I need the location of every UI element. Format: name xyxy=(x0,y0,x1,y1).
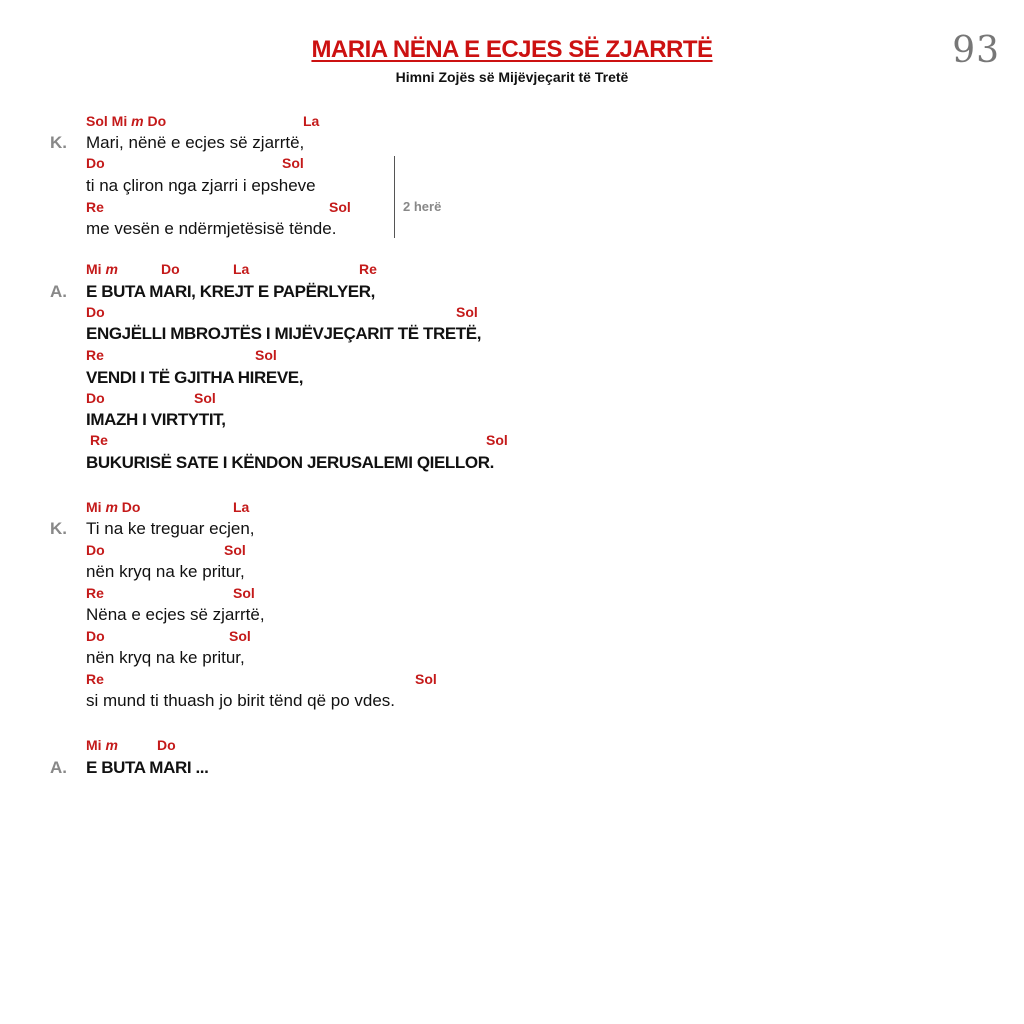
song-subtitle: Himni Zojës së Mijëvjeçarit të Tretë xyxy=(395,69,629,85)
lyric-line: si mund ti thuash jo birit tënd që po vdes. xyxy=(86,691,396,710)
lyric-line: ti na çliron nga zjarri i epsheve xyxy=(86,176,316,195)
lyric-line: nën kryq na ke pritur, xyxy=(86,648,245,667)
lyric-line: ENGJËLLI MBROJTËS I MIJËVJEÇARIT TË TRETË, xyxy=(86,324,482,343)
chord: Sol xyxy=(415,671,437,687)
chord: Sol xyxy=(233,585,255,601)
chord: Re xyxy=(90,432,108,448)
chord: Re xyxy=(86,347,104,363)
lyric-line: nën kryq na ke pritur, xyxy=(86,562,245,581)
chord: Re xyxy=(359,261,377,277)
chord: Do xyxy=(86,390,105,406)
lyric-line: IMAZH I VIRTYTIT, xyxy=(86,410,226,429)
chord: Re xyxy=(86,671,104,687)
lyric-line: BUKURISË SATE I KËNDON JERUSALEMI QIELLOR. xyxy=(86,453,494,472)
chord: Sol xyxy=(224,542,246,558)
chord: Re xyxy=(86,585,104,601)
lyric-line: me vesën e ndërmjetësisë tënde. xyxy=(86,219,337,238)
chord: La xyxy=(233,499,250,515)
chord: Mi m xyxy=(86,737,118,753)
chord: Do xyxy=(161,261,180,277)
chord: Sol xyxy=(456,304,478,320)
lyric-line: E BUTA MARI, KREJT E PAPËRLYER, xyxy=(86,282,375,301)
song-title: MARIA NËNA E ECJES SË ZJARRTË xyxy=(311,36,713,63)
lyric-line: Mari, nënë e ecjes së zjarrtë, xyxy=(86,133,305,152)
chord: Sol xyxy=(194,390,216,406)
repeat-bracket xyxy=(394,156,395,238)
chord: Do xyxy=(86,304,105,320)
chorus-marker: A. xyxy=(50,282,67,301)
lyric-line: Ti na ke treguar ecjen, xyxy=(86,519,255,538)
lyric-line: E BUTA MARI ... xyxy=(86,758,209,777)
chorus-marker: A. xyxy=(50,758,67,777)
chord: Sol Mi m Do xyxy=(86,113,167,129)
chord: Do xyxy=(86,542,105,558)
chord: Sol xyxy=(282,155,304,171)
verse-marker: K. xyxy=(50,519,67,538)
chord: Mi m Do xyxy=(86,499,141,515)
page-number: 93 xyxy=(952,30,1000,71)
chord: Do xyxy=(157,737,176,753)
chord: Mi m xyxy=(86,261,118,277)
repeat-note: 2 herë xyxy=(403,199,442,214)
chord: Do xyxy=(86,155,105,171)
chord: La xyxy=(233,261,250,277)
verse-marker: K. xyxy=(50,133,67,152)
lyric-line: VENDI I TË GJITHA HIREVE, xyxy=(86,368,304,387)
chord: Sol xyxy=(486,432,508,448)
chord: Sol xyxy=(229,628,251,644)
chord: Sol xyxy=(255,347,277,363)
chord: Re xyxy=(86,199,104,215)
chord: Sol xyxy=(329,199,351,215)
chord: Do xyxy=(86,628,105,644)
lyric-line: Nëna e ecjes së zjarrtë, xyxy=(86,605,265,624)
chord: La xyxy=(303,113,320,129)
